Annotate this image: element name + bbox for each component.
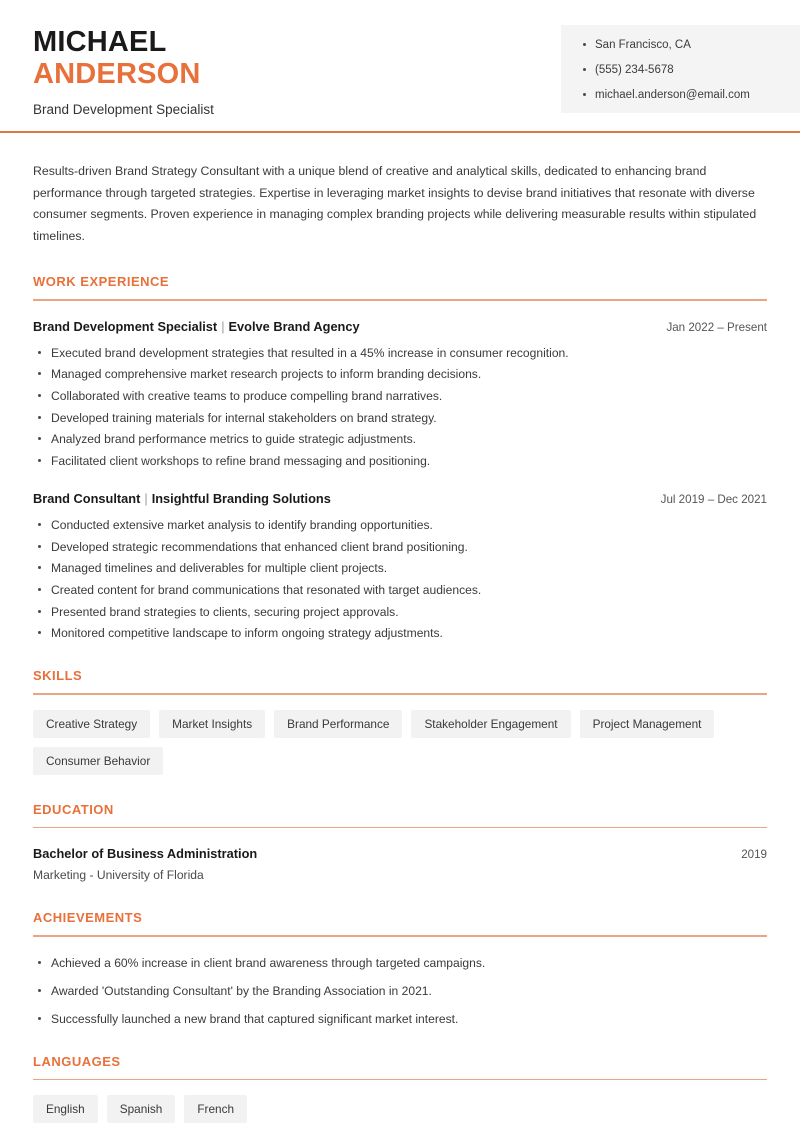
section-achievements: [33, 910, 767, 1027]
experience-role: Brand Consultant: [33, 490, 141, 506]
bullet-dot-icon: [38, 1017, 41, 1020]
bullet-dot-icon: [38, 588, 41, 591]
experience-date-range: Jul 2019 – Dec 2021: [660, 492, 767, 506]
experience-entry: [33, 318, 767, 469]
professional-summary: Results-driven Brand Strategy Consultant with a unique blend of creative and analytical skills, dedicated to enhancing brand performance through targeted strategies. Expertise in leveraging market insights to devise brand initiatives that resonate with diverse consumer segments. Proven experience in managing complex branding projects while delivering measurable results within stipulated timelines.: [33, 164, 757, 243]
bullet-dot-icon: [38, 437, 41, 440]
skill-tag[interactable]: Creative Strategy: [33, 710, 150, 738]
achievement-bullet: [33, 1011, 767, 1027]
resume-header: [0, 0, 800, 133]
contact-item-email[interactable]: [583, 88, 800, 102]
professional-headline: Brand Development Specialist: [33, 102, 214, 117]
experience-bullet-text: Developed training materials for internal stakeholders on brand strategy.: [51, 410, 437, 425]
achievement-bullet: [33, 983, 767, 999]
experience-bullet: [33, 517, 767, 533]
experience-bullet: [33, 388, 767, 404]
education-meta: Marketing - University of Florida: [33, 868, 204, 883]
contact-info-box: [561, 25, 800, 113]
section-skills: [33, 668, 767, 775]
language-tag[interactable]: Spanish: [107, 1095, 176, 1123]
section-work-experience: [33, 274, 767, 641]
bullet-dot-icon: [38, 961, 41, 964]
skill-tag[interactable]: Brand Performance: [274, 710, 402, 738]
achievement-bullet: [33, 955, 767, 971]
experience-bullet-text: Presented brand strategies to clients, securing project approvals.: [51, 604, 399, 619]
achievements-bullet-list: [33, 955, 767, 1027]
experience-bullet: [33, 453, 767, 469]
experience-bullet: [33, 560, 767, 576]
bullet-dot-icon: [583, 43, 586, 46]
skill-tag[interactable]: Market Insights: [159, 710, 265, 738]
experience-bullet-text: Created content for brand communications that resonated with target audiences.: [51, 583, 482, 597]
contact-location-text: San Francisco, CA: [595, 39, 691, 51]
experience-date-range: Jan 2022 – Present: [666, 320, 767, 334]
bullet-dot-icon: [38, 459, 41, 462]
bullet-dot-icon: [583, 93, 586, 96]
section-divider: [33, 935, 767, 937]
experience-bullet-text: Collaborated with creative teams to produce compelling brand narratives.: [51, 388, 443, 403]
experience-bullet-list: [33, 517, 767, 641]
bullet-dot-icon: [38, 989, 41, 992]
skill-tag[interactable]: Project Management: [580, 710, 715, 738]
experience-bullet-text: Executed brand development strategies that resulted in a 45% increase in consumer recognition.: [51, 345, 569, 360]
experience-entry-header: [33, 490, 767, 508]
experience-company: Insightful Branding Solutions: [151, 490, 331, 506]
bullet-dot-icon: [38, 394, 41, 397]
first-name: MICHAEL: [33, 26, 167, 58]
education-entry-header: [33, 845, 767, 863]
bullet-dot-icon: [38, 351, 41, 354]
experience-bullet: [33, 539, 767, 555]
section-divider: [33, 1079, 767, 1081]
language-tag[interactable]: French: [184, 1095, 247, 1123]
skills-tag-list: [33, 710, 767, 775]
experience-bullet: [33, 345, 767, 361]
education-degree: Bachelor of Business Administration: [33, 846, 258, 862]
section-title-work-experience: WORK EXPERIENCE: [33, 274, 170, 289]
experience-bullet-text: Facilitated client workshops to refine brand messaging and positioning.: [51, 453, 431, 468]
header-divider: [0, 131, 800, 133]
experience-bullet: [33, 410, 767, 426]
skill-tag[interactable]: Consumer Behavior: [33, 747, 163, 775]
title-separator: |: [144, 490, 148, 506]
title-separator: |: [221, 318, 225, 334]
experience-bullet-list: [33, 345, 767, 469]
contact-phone-text: (555) 234-5678: [595, 64, 674, 76]
contact-email-text[interactable]: michael.anderson@email.com: [595, 89, 750, 101]
experience-entry: [33, 490, 767, 641]
experience-entry-header: [33, 318, 767, 336]
experience-bullet-text: Developed strategic recommendations that enhanced client brand positioning.: [51, 539, 468, 554]
achievement-bullet-text: Achieved a 60% increase in client brand awareness through targeted campaigns.: [51, 955, 486, 970]
identity-block: [33, 26, 214, 119]
section-divider: [33, 827, 767, 829]
experience-bullet-text: Managed timelines and deliverables for multiple client projects.: [51, 561, 388, 576]
bullet-dot-icon: [38, 545, 41, 548]
experience-bullet-text: Managed comprehensive market research projects to inform branding decisions.: [51, 367, 482, 382]
section-title-languages: LANGUAGES: [33, 1053, 121, 1069]
bullet-dot-icon: [38, 566, 41, 569]
bullet-dot-icon: [38, 523, 41, 526]
bullet-dot-icon: [38, 416, 41, 419]
section-languages: [33, 1054, 767, 1124]
experience-title-line: [33, 318, 360, 335]
section-title-education: EDUCATION: [33, 801, 114, 817]
experience-bullet: [33, 604, 767, 620]
bullet-dot-icon: [38, 610, 41, 613]
section-education: [33, 802, 767, 884]
contact-item-phone: [583, 63, 800, 77]
achievement-bullet-text: Successfully launched a new brand that captured significant market interest.: [51, 1011, 459, 1026]
section-title-skills: SKILLS: [33, 668, 83, 684]
languages-tag-list: [33, 1095, 767, 1123]
experience-role: Brand Development Specialist: [33, 318, 218, 334]
bullet-dot-icon: [38, 631, 41, 634]
experience-title-line: [33, 490, 331, 507]
section-title-achievements: ACHIEVEMENTS: [33, 910, 143, 926]
experience-bullet-text: Conducted extensive market analysis to identify branding opportunities.: [51, 517, 433, 532]
achievement-bullet-text: Awarded 'Outstanding Consultant' by the Branding Association in 2021.: [51, 983, 432, 998]
contact-item-location: [583, 38, 800, 52]
resume-body: [0, 161, 800, 1123]
skill-tag[interactable]: Stakeholder Engagement: [411, 710, 570, 738]
bullet-dot-icon: [38, 372, 41, 375]
last-name: ANDERSON: [33, 58, 201, 90]
language-tag[interactable]: English: [33, 1095, 98, 1123]
experience-bullet-text: Analyzed brand performance metrics to guide strategic adjustments.: [51, 432, 417, 447]
experience-bullet: [33, 366, 767, 382]
experience-bullet: [33, 582, 767, 598]
experience-bullet-text: Monitored competitive landscape to inform ongoing strategy adjustments.: [51, 626, 443, 641]
section-divider: [33, 693, 767, 695]
experience-bullet: [33, 431, 767, 447]
experience-bullet: [33, 625, 767, 641]
education-year: 2019: [741, 848, 767, 862]
experience-company: Evolve Brand Agency: [228, 318, 360, 334]
section-divider: [33, 299, 767, 301]
education-entry: [33, 845, 767, 883]
bullet-dot-icon: [583, 68, 586, 71]
